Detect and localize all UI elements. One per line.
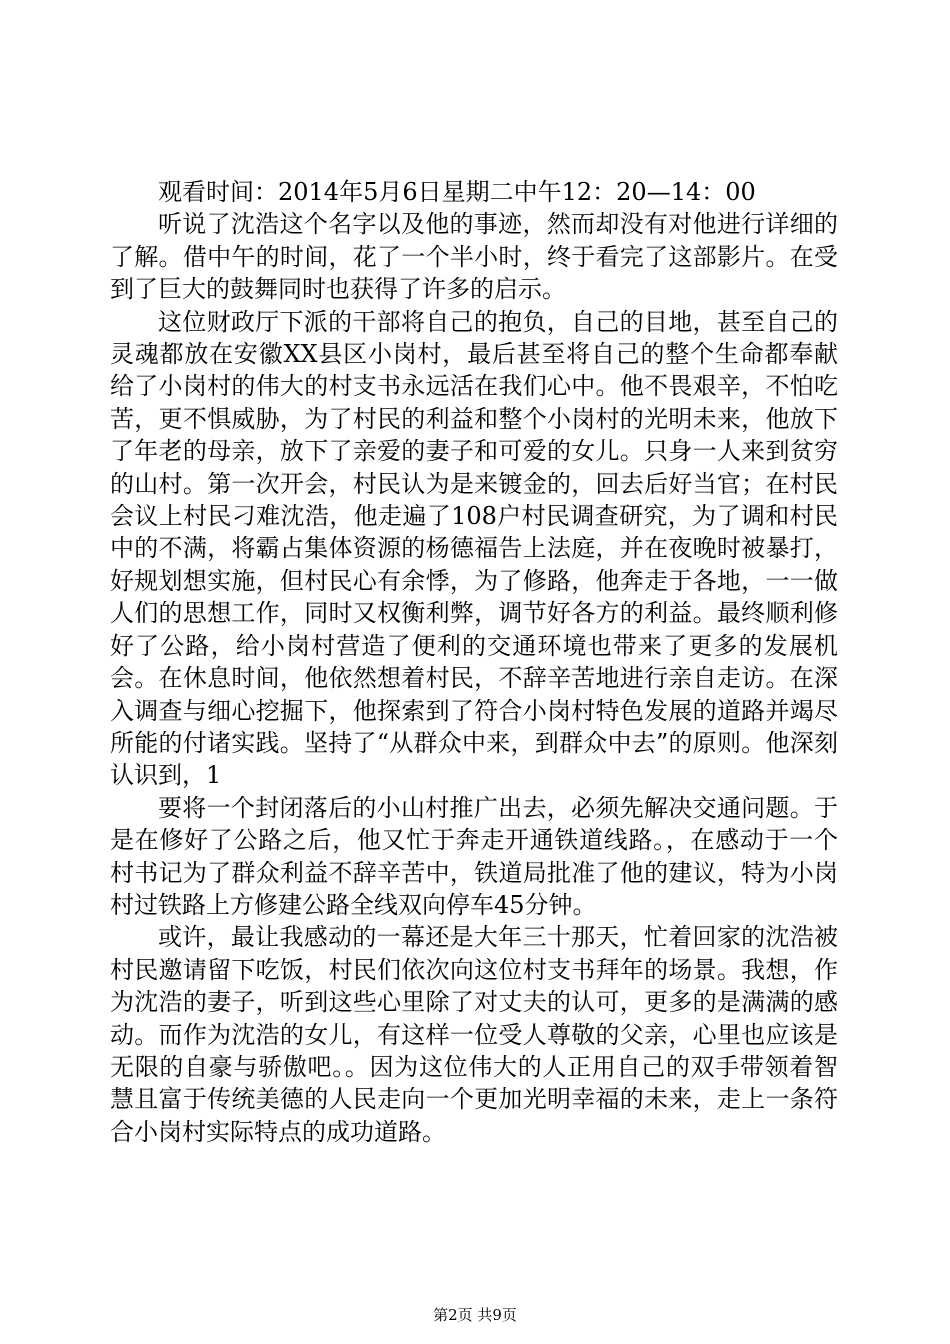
document-body bbox=[110, 176, 838, 1148]
viewing-time-line: 观看时间：2014年5月6日星期二中午12：20—14：00 bbox=[158, 178, 756, 206]
paragraph-shen-hao-deeds: 这位财政厅下派的干部将自己的抱负，自己的目地，甚至自己的灵魂都放在安徽XX县区小岗村，最后甚至将自己的整个生命都奉献给了小岗村的伟大的村支书永远活在我们心中。他不畏艰辛，不怕吃苦，更不惧威胁，为了村民的利益和整个小岗村的光明未来，他放下了年老的母亲，放下了亲爱的妻子和可爱的女儿。只身一人来到贫穷的山村。第一次开会，村民认为是来镀金的，回去后好当官；在村民会议上村民刁难沈浩，他走遍了108户村民调查研究，为了调和村民中的不满，将霸占集体资源的杨德福告上法庭，并在夜晚时被暴打，好规划想实施，但村民心有余悸，为了修路，他奔走于各地，一一做人们的思想工作，同时又权衡利弊，调节好各方的利益。最终顺利修好了公路，给小岗村营造了便利的交通环境也带来了更多的发展机会。在休息时间，他依然想着村民，不辞辛苦地进行亲自走访。在深入调查与细心挖掘下，他探索到了符合小岗村特色发展的道路并竭尽所能的付诸实践。坚持了“从群众中来，到群众中去”的原则。他深刻认识到，1 bbox=[110, 307, 838, 790]
page-number-footer: 第2页 共9页 bbox=[433, 1306, 517, 1324]
paragraph-railway: 要将一个封闭落后的小山村推广出去，必须先解决交通问题。于是在修好了公路之后，他又忙于奔走开通铁道线路。，在感动于一个村书记为了群众利益不辞辛苦中，铁道局批准了他的建议，特为小岗村过铁路上方修建公路全线双向停车45分钟。 bbox=[110, 793, 838, 919]
paragraph-intro: 听说了沈浩这个名字以及他的事迹，然而却没有对他进行详细的了解。借中午的时间，花了一个半小时，终于看完了这部影片。在受到了巨大的鼓舞同时也获得了许多的启示。 bbox=[110, 210, 838, 304]
paragraph-new-year: 或许，最让我感动的一幕还是大年三十那天，忙着回家的沈浩被村民邀请留下吃饭，村民们依次向这位村支书拜年的场景。我想，作为沈浩的妻子，听到这些心里除了对丈夫的认可，更多的是满满的感动。而作为沈浩的女儿，有这样一位受人尊敬的父亲，心里也应该是无限的自豪与骄傲吧。。因为这位伟大的人正用自己的双手带领着智慧且富于传统美德的人民走向一个更加光明幸福的未来，走上一条符合小岗村实际特点的成功道路。 bbox=[110, 923, 838, 1146]
